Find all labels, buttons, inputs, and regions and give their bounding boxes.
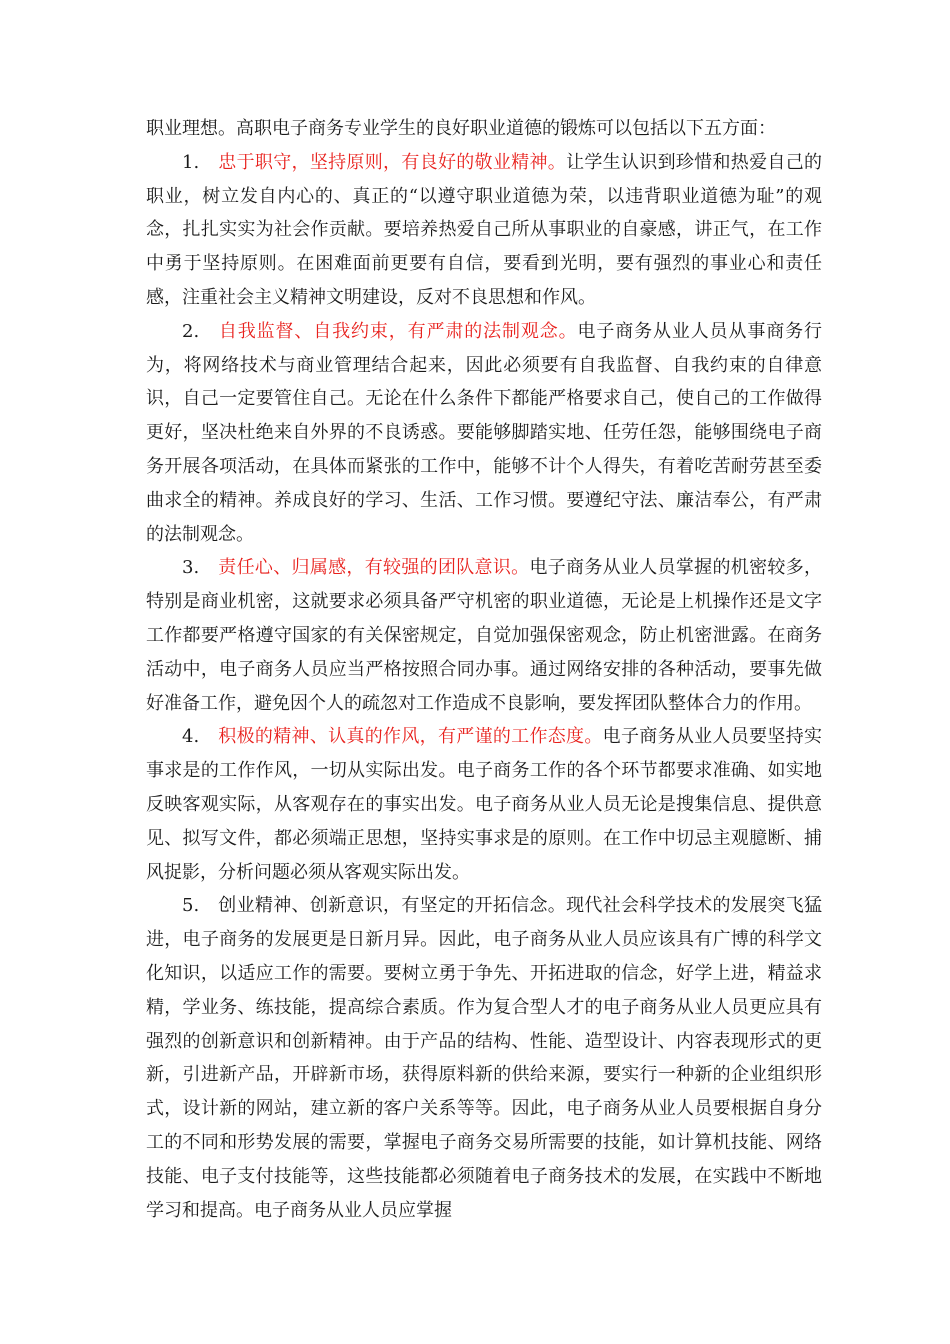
intro-paragraph: 职业理想。高职电子商务专业学生的良好职业道德的锻炼可以包括以下五方面： (146, 118, 776, 139)
item-number: 2. (182, 320, 200, 342)
item-body: 电子商务从业人员从事商务行为，将网络技术与商业管理结合起来，因此必须要有自我监督、自我约束的自律意识，自己一定要管住自己。无论在什么条件下都能严格要求自己，使自己的工作做得更好，坚决杜绝来自外界的不良诱惑。要能够脚踏实地、任劳任怨，能够围绕电子商务开展各项活动，在具体而紧张的工作中，能够不计个人得失，有着吃苦耐劳甚至委曲求全的精神。养成良好的学习、生活、工作习惯。要遵纪守法、廉洁奉公，有严肃的法制观念。 (146, 320, 822, 545)
item-heading: 自我监督、自我约束，有严肃的法制观念。 (218, 320, 578, 342)
item-heading: 积极的精神、认真的作风，有严谨的工作态度。 (218, 726, 603, 748)
item-body: 电子商务从业人员要坚持实事求是的工作作风，一切从实际出发。电子商务工作的各个环节都要求准确、如实地反映客观实际，从客观存在的事实出发。电子商务从业人员无论是搜集信息、提供意见、拟写文件，都必须端正思想，坚持实事求是的原则。在工作中切忌主观臆断、捕风捉影，分析问题必须从客观实际出发。 (146, 726, 823, 883)
item-heading: 忠于职守，坚持原则，有良好的敬业精神。 (218, 151, 567, 173)
list-item-5 (146, 889, 822, 1227)
item-heading: 责任心、归属感，有较强的团队意识。 (218, 557, 530, 579)
item-number: 1. (182, 151, 200, 173)
list-item-2 (146, 315, 822, 552)
item-number: 5. (182, 895, 200, 917)
item-heading: 创业精神、创新意识，有坚定的开拓信念。 (218, 895, 567, 917)
document-body (146, 112, 822, 1227)
list-item-1 (146, 146, 822, 315)
item-number: 3. (182, 557, 200, 579)
item-body: 现代社会科学技术的发展突飞猛进，电子商务的发展更是日新月异。因此，电子商务从业人员应该具有广博的科学文化知识，以适应工作的需要。要树立勇于争先、开拓进取的信念，好学上进，精益求精，学业务、练技能，提高综合素质。作为复合型人才的电子商务从业人员更应具有强烈的创新意识和创新精神。由于产品的结构、性能、造型设计、内容表现形式的更新，引进新产品，开辟新市场，获得原料新的供给来源，要实行一种新的企业组织形式，设计新的网站，建立新的客户关系等等。因此，电子商务从业人员要根据自身分工的不同和形势发展的需要，掌握电子商务交易所需要的技能，如计算机技能、网络技能、电子支付技能等，这些技能都必须随着电子商务技术的发展，在实践中不断地学习和提高。电子商务从业人员应掌握 (146, 895, 823, 1221)
list-item-3 (146, 551, 822, 720)
list-item-4 (146, 720, 822, 889)
item-number: 4. (182, 726, 200, 748)
item-body: 电子商务从业人员掌握的机密较多，特别是商业机密，这就要求必须具备严守机密的职业道德，无论是上机操作还是文字工作都要严格遵守国家的有关保密规定，自觉加强保密观念，防止机密泄露。在商务活动中，电子商务人员应当严格按照合同办事。通过网络安排的各种活动，要事先做好准备工作，避免因个人的疏忽对工作造成不良影响，要发挥团队整体合力的作用。 (146, 557, 822, 714)
item-body: 让学生认识到珍惜和热爱自己的职业，树立发自内心的、真正的“以遵守职业道德为荣，以违背职业道德为耻”的观念，扎扎实实为社会作贡献。要培养热爱自己所从事职业的自豪感，讲正气，在工作中勇于坚持原则。在困难面前更要有自信，要看到光明，要有强烈的事业心和责任感，注重社会主义精神文明建设，反对不良思想和作风。 (146, 151, 823, 308)
